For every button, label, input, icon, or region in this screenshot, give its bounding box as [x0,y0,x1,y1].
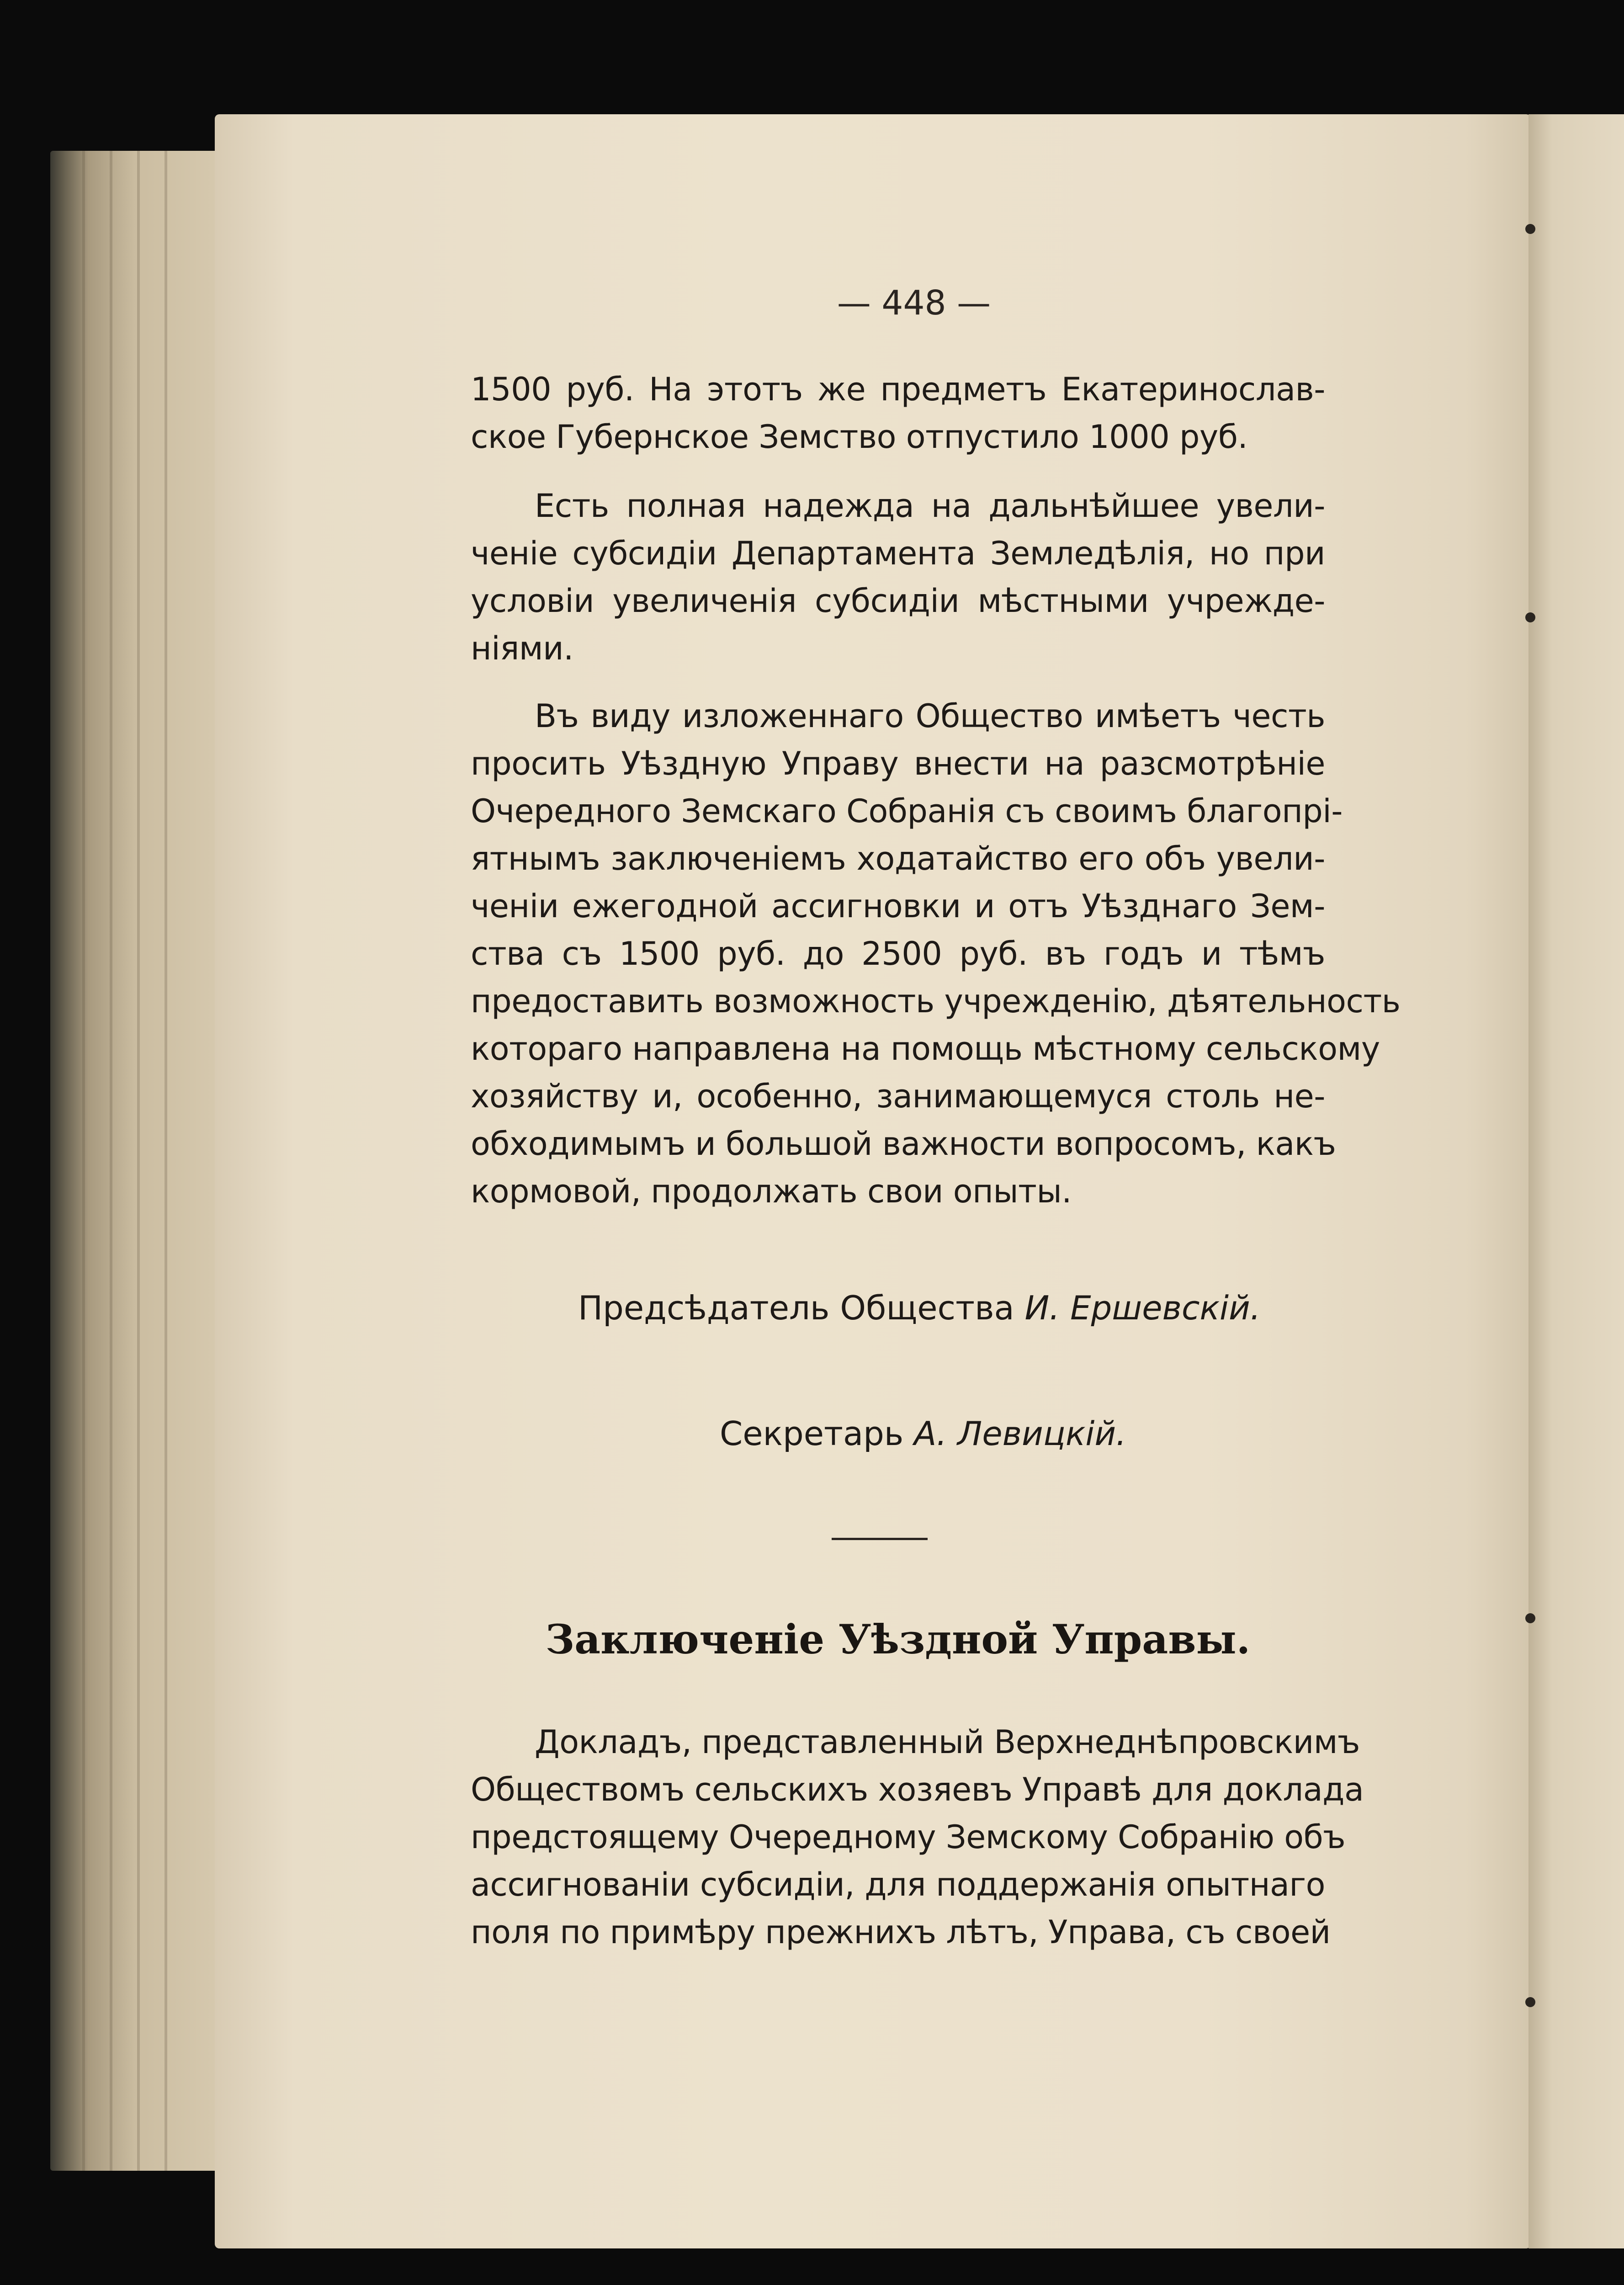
text-line: котораго направлена на помощь мѣстному сельскому [471,1030,1380,1068]
text-line: предстоящему Очередному Земскому Собранію объ [471,1818,1346,1856]
text-line: кормовой, продолжать свои опыты. [471,1173,1072,1210]
text-line: ассигнованіи субсидіи, для поддержанія опытнаго [471,1866,1325,1903]
page-stack-edges [50,151,242,2171]
text-line: ченіе субсидіи Департамента Земледѣлія, но при [471,535,1325,572]
text-line: условіи увеличенія субсидіи мѣстными учрежде- [471,582,1325,620]
page-edge-line [165,151,167,2171]
secretary-title: Секретарь [720,1414,904,1453]
chairman-name: И. Ершевскій. [1024,1289,1261,1327]
text-line: Докладъ, представленный Верхнеднѣпровскимъ [535,1723,1360,1761]
binding-mark [1525,612,1535,622]
adjacent-page-edge [1528,114,1624,2248]
section-heading: Заключеніе Уѣздной Управы. [545,1615,1251,1663]
paragraph-3 [471,692,1401,1215]
paragraph-2 [471,482,1325,672]
chairman-title: Предсѣдатель Общества [578,1289,1014,1327]
text-line: ятнымъ заключеніемъ ходатайство его объ увели- [471,840,1325,877]
text-line: ченіи ежегодной ассигновки и отъ Уѣзднаго Зем- [471,887,1325,925]
secretary-name: А. Левицкій. [914,1414,1127,1453]
secretary-signature [720,1414,1126,1453]
text-line: ства съ 1500 руб. до 2500 руб. въ годъ и тѣмъ [471,935,1325,972]
text-line: ское Губернское Земство отпустило 1000 руб. [471,418,1248,456]
text-line: Очередного Земскаго Собранія съ своимъ благопрі- [471,792,1343,830]
paragraph-4 [471,1718,1364,1956]
binding-mark [1525,224,1535,234]
text-line: Есть полная надежда на дальнѣйшее увели- [535,487,1325,525]
section-divider [832,1538,928,1540]
text-line: 1500 руб. На этотъ же предметъ Екатеринослав- [471,371,1325,408]
text-line: предоставить возможность учрежденію, дѣятельность [471,983,1401,1020]
page-number: — 448 — [837,283,991,323]
binding-mark [1525,1613,1535,1623]
chairman-signature [578,1289,1261,1327]
page-edge-line [110,151,112,2171]
text-line: просить Уѣздную Управу внести на разсмотрѣніе [471,745,1325,782]
text-line: Въ виду изложеннаго Общество имѣетъ честь [535,697,1325,735]
text-line: хозяйству и, особенно, занимающемуся столь не- [471,1078,1325,1115]
binding-mark [1525,1997,1535,2007]
page-edge-line [82,151,85,2171]
text-line: поля по примѣру прежнихъ лѣтъ, Управа, съ своей [471,1913,1331,1951]
text-line: Обществомъ сельскихъ хозяевъ Управѣ для доклада [471,1771,1364,1808]
text-line: ніями. [471,630,573,667]
paragraph-1 [471,366,1325,461]
page-edge-line [137,151,140,2171]
text-line: обходимымъ и большой важности вопросомъ, какъ [471,1125,1336,1163]
